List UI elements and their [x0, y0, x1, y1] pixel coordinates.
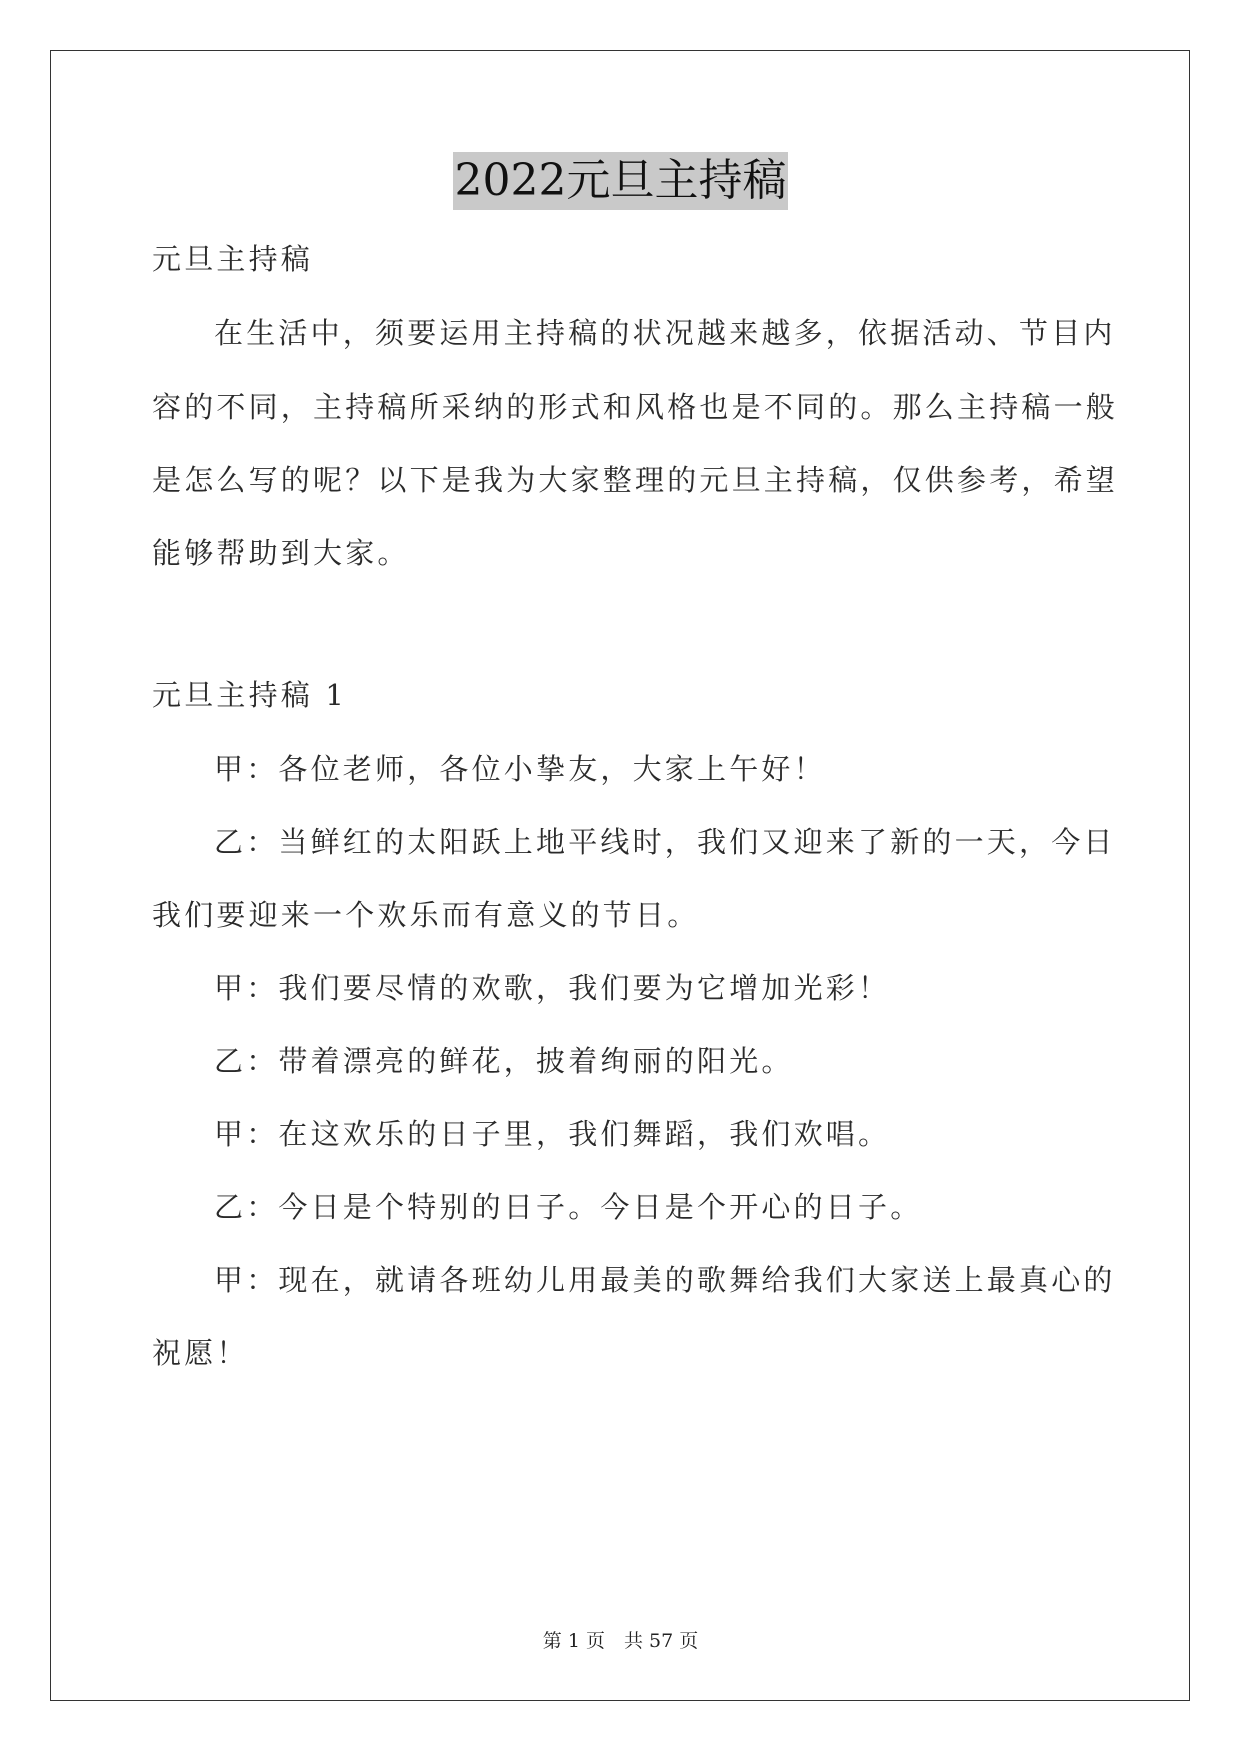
section-heading: 元旦主持稿 1 — [152, 678, 348, 712]
dialogue-line: 我们要迎来一个欢乐而有意义的节日。 — [152, 898, 700, 932]
dialogue-line: 乙：当鲜红的太阳跃上地平线时，我们又迎来了新的一天，今日 — [214, 825, 1116, 859]
dialogue-line: 祝愿！ — [152, 1336, 249, 1370]
intro-line: 是怎么写的呢？以下是我为大家整理的元旦主持稿，仅供参考，希望 — [152, 463, 1119, 497]
title-container — [0, 152, 1241, 210]
page-footer: 第 1 页 共 57 页 — [542, 1630, 699, 1652]
intro-line: 容的不同，主持稿所采纳的形式和风格也是不同的。那么主持稿一般 — [152, 390, 1119, 424]
dialogue-line: 甲：我们要尽情的欢歌，我们要为它增加光彩！ — [214, 971, 891, 1005]
dialogue-line: 甲：现在，就请各班幼儿用最美的歌舞给我们大家送上最真心的 — [214, 1263, 1116, 1297]
dialogue-line: 乙：今日是个特别的日子。今日是个开心的日子。 — [214, 1190, 923, 1224]
dialogue-line: 乙：带着漂亮的鲜花，披着绚丽的阳光。 — [214, 1044, 794, 1078]
section-heading: 元旦主持稿 — [152, 242, 314, 276]
dialogue-line: 甲：各位老师，各位小挚友，大家上午好！ — [214, 752, 826, 786]
document-title: 2022元旦主持稿 — [453, 152, 789, 210]
page-border — [50, 50, 1190, 1701]
intro-line: 能够帮助到大家。 — [152, 536, 410, 570]
intro-line: 在生活中，须要运用主持稿的状况越来越多，依据活动、节目内 — [214, 316, 1116, 350]
dialogue-line: 甲：在这欢乐的日子里，我们舞蹈，我们欢唱。 — [214, 1117, 891, 1151]
